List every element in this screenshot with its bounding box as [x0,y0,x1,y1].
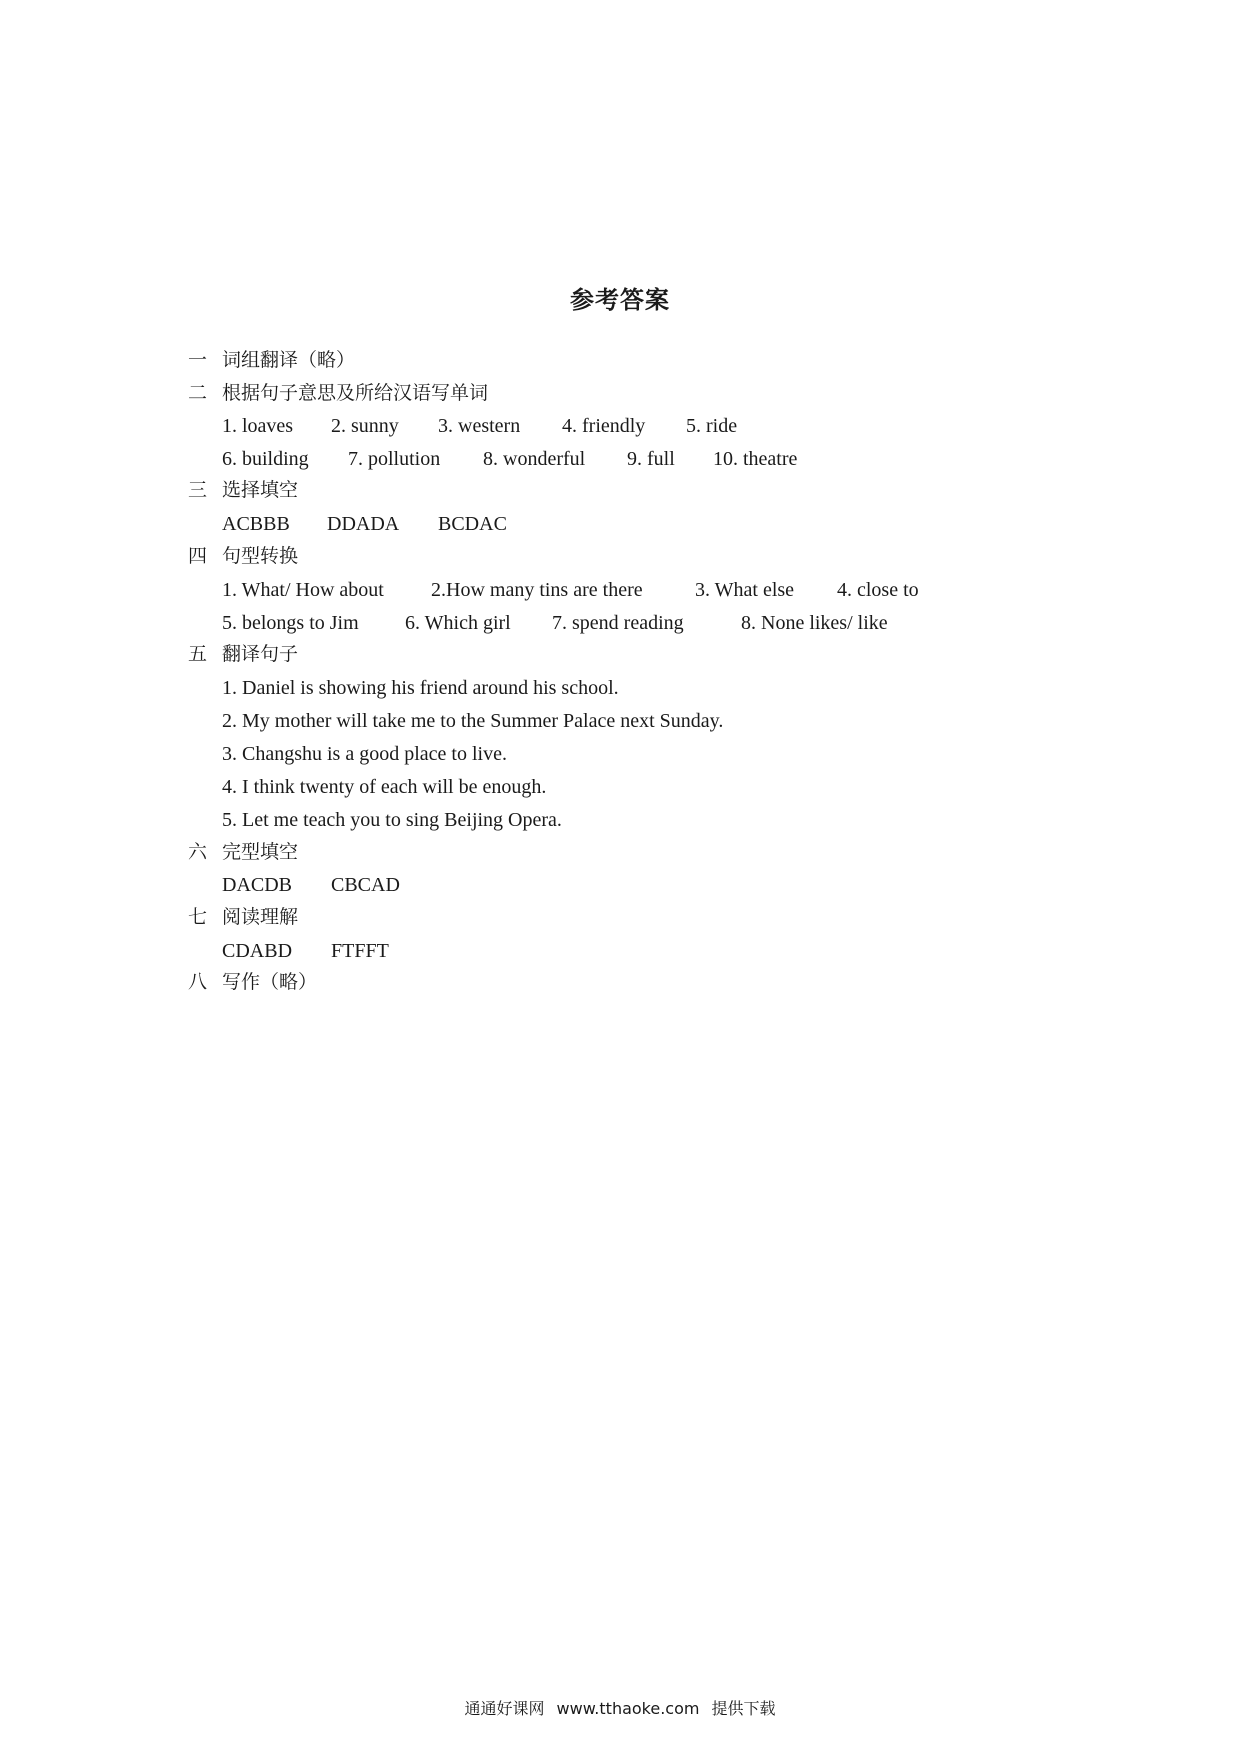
translation-sentence: 3. Changshu is a good place to live. [222,743,507,765]
section-number: 一 [188,349,208,371]
section-2-row-1 [0,414,1240,438]
section-2-row-2 [0,447,1240,471]
answer-item: 8. None likes/ like [741,612,888,634]
answer-item: 1. What/ How about [222,579,384,601]
answer-item: 5. belongs to Jim [222,612,359,634]
section-number: 七 [188,906,208,928]
answer-item: 10. theatre [713,448,798,470]
page-title: 参考答案 [570,286,670,314]
section-6-heading [188,840,298,864]
section-3-answers [0,512,1240,536]
footer-url: www.tthaoke.com [556,1699,700,1718]
section-number: 五 [188,643,208,665]
answer-item: 8. wonderful [483,448,586,470]
footer-suffix: 提供下载 [711,1699,776,1718]
footer-site-name: 通通好课网 [464,1699,545,1718]
section-5-heading [188,642,298,666]
page-footer [0,1696,1240,1719]
section-1-heading [188,348,355,372]
translation-sentence: 5. Let me teach you to sing Beijing Opera. [222,809,562,831]
answer-item: 6. building [222,448,309,470]
section-number: 六 [188,841,208,863]
section-title: 词组翻译（略） [222,349,356,371]
section-number: 二 [188,382,208,404]
section-title: 完型填空 [222,841,299,863]
answer-item: 7. pollution [348,448,441,470]
section-3-heading [188,478,298,502]
section-number: 四 [188,545,208,567]
answer-item: 9. full [627,448,675,470]
section-4-heading [188,544,298,568]
answer-group: CBCAD [331,874,400,896]
answer-item: 3. western [438,415,521,437]
translation-sentence: 4. I think twenty of each will be enough. [222,776,547,798]
answer-item: 4. friendly [562,415,646,437]
answer-group: ACBBB [222,513,290,535]
answer-item: 4. close to [837,579,919,601]
section-title: 句型转换 [222,545,299,567]
answer-group: DDADA [327,513,400,535]
answer-item: 2.How many tins are there [431,579,643,601]
section-title: 根据句子意思及所给汉语写单词 [222,382,489,404]
section-number: 八 [188,971,208,993]
section-7-answers [0,939,1240,963]
answer-group: FTFFT [331,940,389,962]
translation-sentence: 2. My mother will take me to the Summer Palace next Sunday. [222,710,724,732]
answer-item: 3. What else [695,579,795,601]
translation-sentence: 1. Daniel is showing his friend around his school. [222,677,619,699]
section-6-answers [0,873,1240,897]
answer-item: 2. sunny [331,415,399,437]
section-2-heading [188,381,488,405]
section-title: 阅读理解 [222,906,299,928]
answer-item: 5. ride [686,415,738,437]
section-8-heading [188,970,317,994]
section-7-heading [188,905,298,929]
section-4-row-1 [0,578,1240,602]
section-4-row-2 [0,611,1240,635]
answer-item: 1. loaves [222,415,294,437]
answer-group: CDABD [222,940,293,962]
section-title: 选择填空 [222,479,299,501]
answer-item: 7. spend reading [552,612,684,634]
section-title: 写作（略） [222,971,318,993]
answer-item: 6. Which girl [405,612,511,634]
answer-group: BCDAC [438,513,507,535]
section-title: 翻译句子 [222,643,299,665]
answer-group: DACDB [222,874,293,896]
section-number: 三 [188,479,208,501]
